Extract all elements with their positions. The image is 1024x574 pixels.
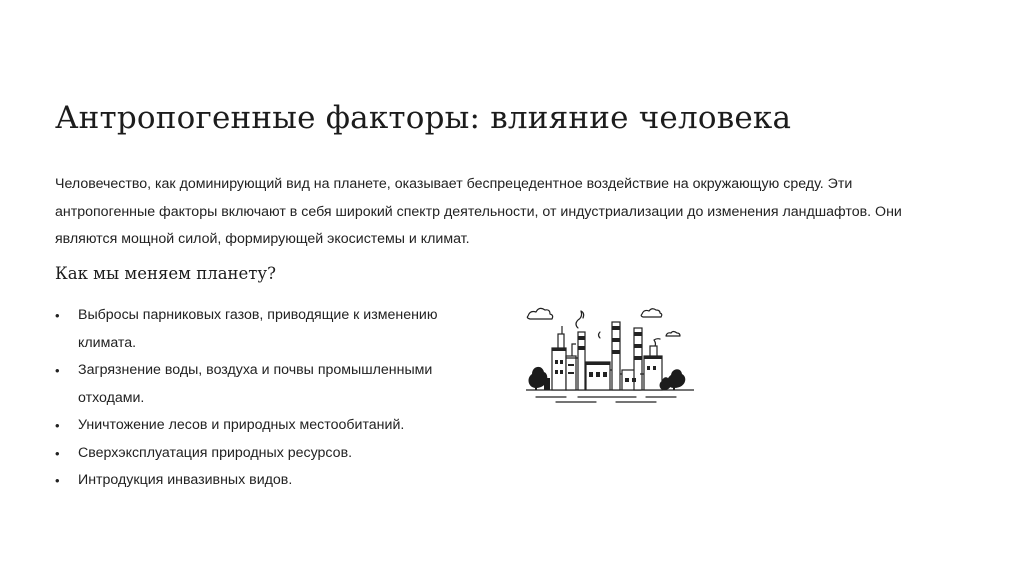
bullet-marker: • (55, 308, 60, 323)
bullet-marker: • (55, 445, 60, 461)
list-item-text: Выбросы парниковых газов, приводящие к изменению климата. (78, 307, 438, 351)
list-item (55, 412, 465, 440)
list-item (55, 467, 465, 495)
section-subtitle: Как мы меняем планету? (55, 264, 276, 283)
list-item (55, 302, 465, 357)
list-item-text: Интродукция инвазивных видов. (78, 472, 293, 488)
bullet-list (55, 302, 465, 495)
intro-paragraph: Человечество, как доминирующий вид на планете, оказывает беспрецедентное воздействие на окружающую среду. Эти антропогенные факторы включают в себя широкий спектр деятельности, от индустриализации до изменения ландшафтов. Они являются мощной силой, формирующей экосистемы и климат. (55, 176, 902, 247)
list-item (55, 357, 465, 412)
list-item-text: Сверхэксплуатация природных ресурсов. (78, 444, 353, 461)
bullet-marker: • (55, 363, 60, 378)
bullet-marker: • (55, 418, 60, 433)
page-title: Антропогенные факторы: влияние человека (55, 100, 792, 136)
list-item-text: Уничтожение лесов и природных местообитаний. (78, 417, 405, 433)
list-item-text: Загрязнение воды, воздуха и почвы промышленными отходами. (78, 362, 433, 406)
list-item (55, 440, 465, 468)
factory-icon (526, 300, 694, 404)
bullet-marker: • (55, 473, 60, 488)
